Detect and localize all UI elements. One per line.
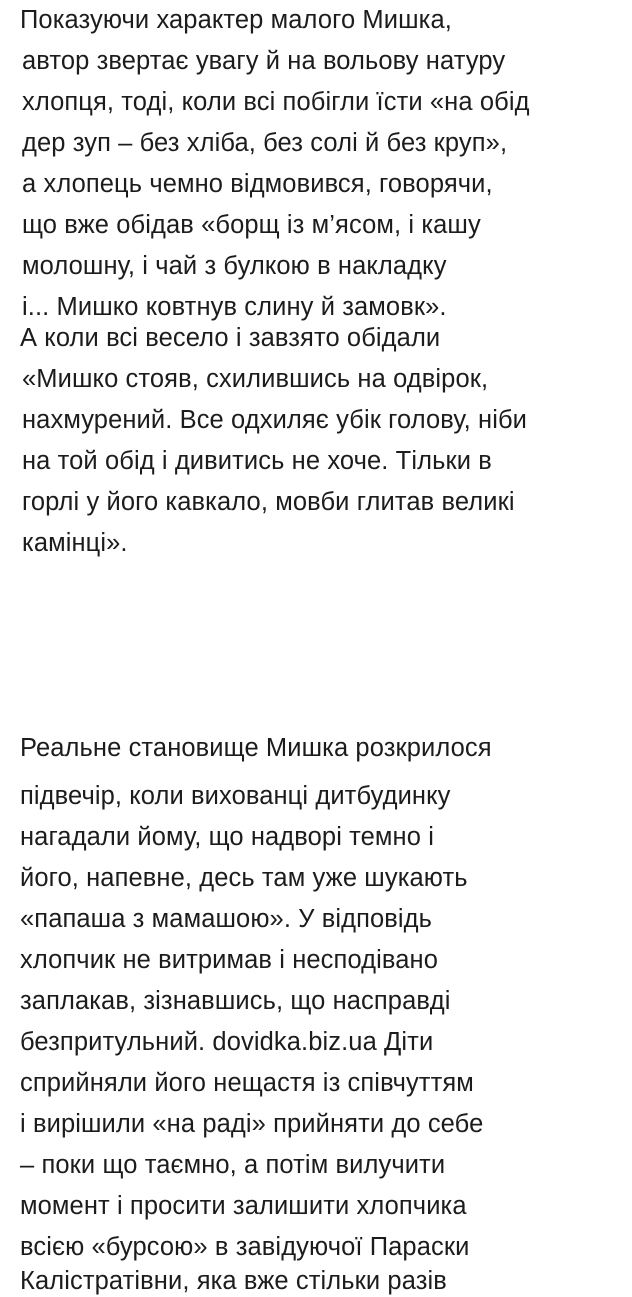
text-line: сприйняли його нещастя із співчуттям xyxy=(20,1069,474,1097)
text-line: молошну, і чай з булкою в накладку xyxy=(22,252,447,280)
text-line: на той обід і дивитись не хоче. Тільки в xyxy=(22,447,492,475)
text-line: Реальне становище Мишка розкрилося xyxy=(20,734,492,762)
text-line: Показуючи характер малого Мишка, xyxy=(20,6,452,34)
text-line: хлопця, тоді, коли всі побігли їсти «на обід xyxy=(22,88,530,116)
text-line: безпритульний. dovidka.biz.ua Діти xyxy=(20,1028,434,1056)
text-line: дер зуп – без хліба, без солі й без круп», xyxy=(22,129,508,157)
text-line: камінці». xyxy=(22,529,128,557)
text-line: момент і просити залишити хлопчика xyxy=(20,1192,467,1220)
text-line: Калістратівни, яка вже стільки разів xyxy=(20,1267,447,1295)
text-line: його, напевне, десь там уже шукають xyxy=(20,864,468,892)
text-line: «папаша з мамашою». У відповідь xyxy=(20,905,433,933)
text-line: заплакав, зізнавшись, що насправді xyxy=(20,987,451,1015)
text-line: горлі у його кавкало, мовби глитав великі xyxy=(22,488,515,516)
text-line: нагадали йому, що надворі темно і xyxy=(20,823,434,851)
text-line: всією «бурсою» в завідуючої Параски xyxy=(20,1233,470,1261)
text-line: і вирішили «на раді» прийняти до себе xyxy=(20,1110,484,1138)
text-line: «Мишко стояв, схилившись на одвірок, xyxy=(22,365,489,393)
text-line: нахмурений. Все одхиляє убік голову, ніби xyxy=(22,406,528,434)
text-line: а хлопець чемно відмовився, говорячи, xyxy=(22,170,493,198)
text-line: що вже обідав «борщ із м’ясом, і кашу xyxy=(22,211,481,239)
text-line: – поки що таємно, а потім вилучити xyxy=(20,1151,446,1179)
text-line: автор звертає увагу й на вольову натуру xyxy=(22,47,506,75)
text-line: А коли всі весело і завзято обідали xyxy=(20,324,441,352)
text-line: хлопчик не витримав і несподівано xyxy=(20,946,439,974)
text-line: підвечір, коли вихованці дитбудинку xyxy=(20,782,451,810)
text-line: і... Мишко ковтнув слину й замовк». xyxy=(22,293,447,321)
